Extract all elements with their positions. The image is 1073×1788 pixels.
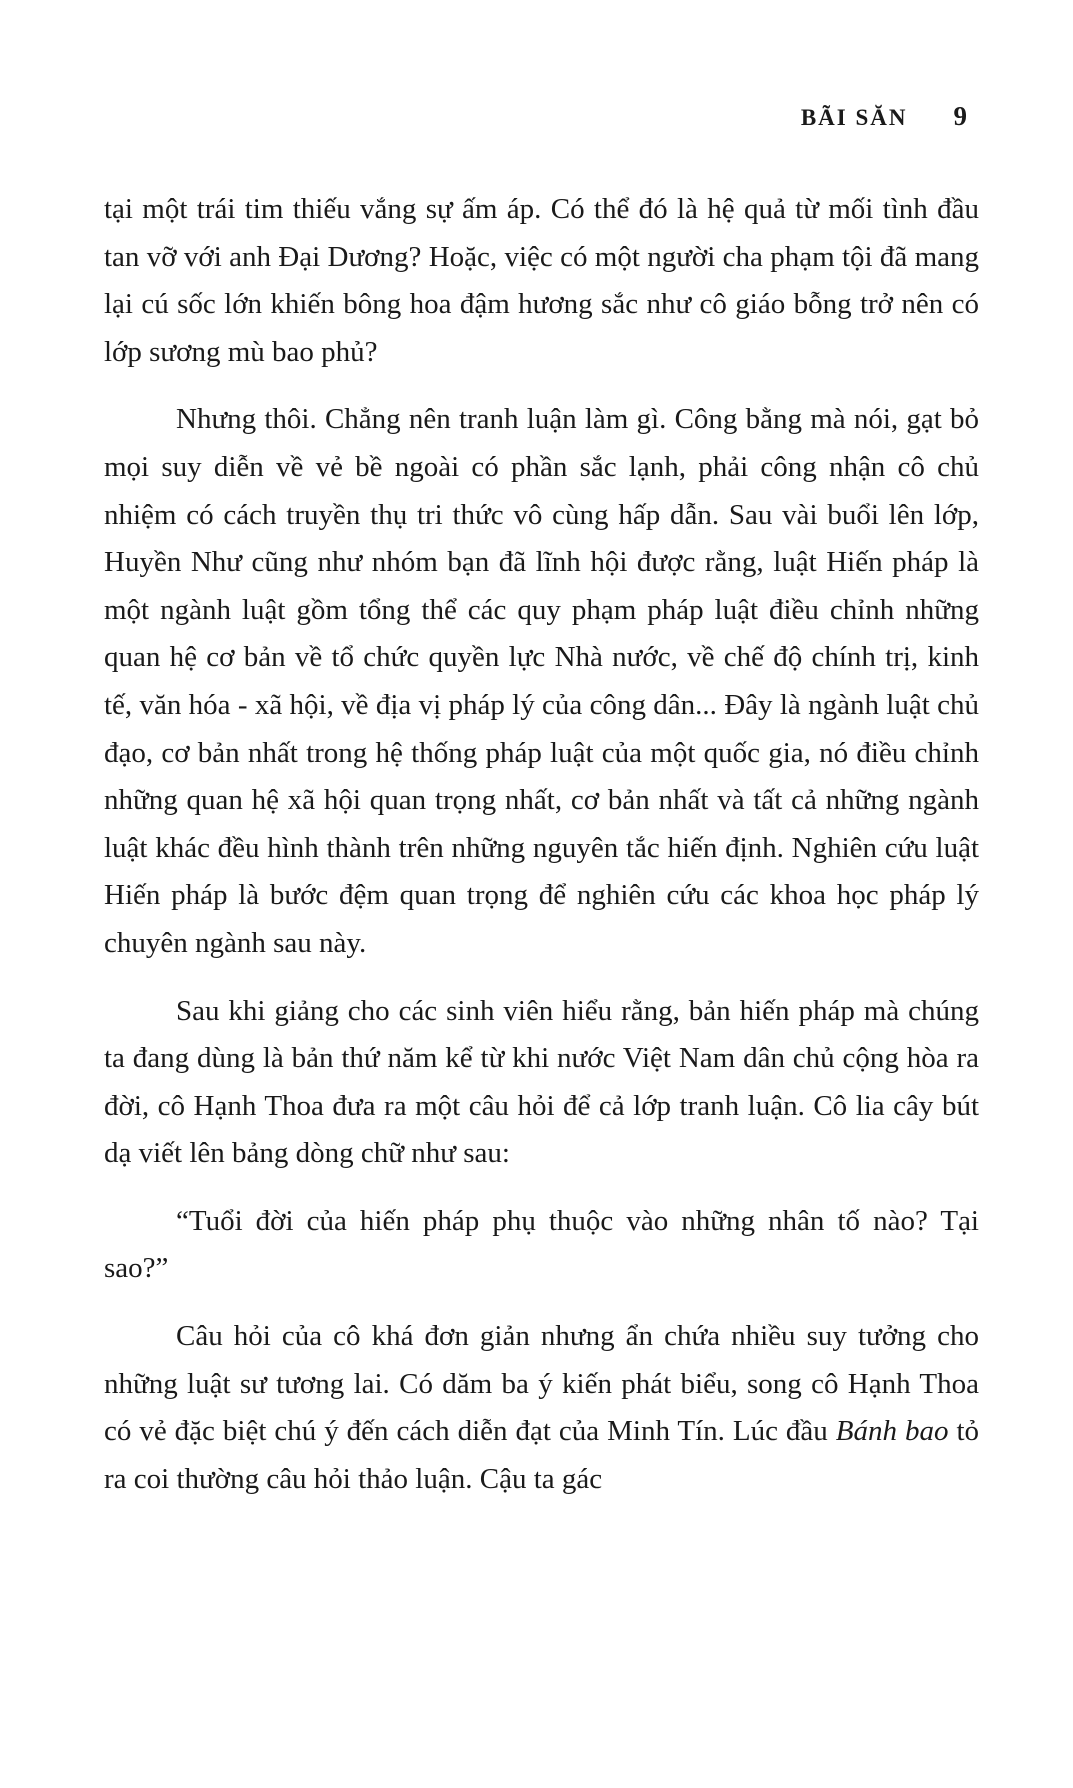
body-text [104,186,979,1503]
paragraph [104,396,979,967]
text-run: Sau khi giảng cho các sinh viên hiểu rằng, bản hiến pháp mà chúng ta đang dùng là bản thứ năm kể từ khi nước Việt Nam dân chủ cộng hòa ra đời, cô Hạnh Thoa đưa ra một câu hỏi để cả lớp tranh luận. Cô lia cây bút dạ viết lên bảng dòng chữ như sau: [104,994,979,1170]
text-run: “Tuổi đời của hiến pháp phụ thuộc vào những nhân tố nào? Tại sao?” [104,1204,979,1285]
running-title: BÃI SĂN [800,105,908,130]
running-header [801,101,967,132]
paragraph [104,186,979,376]
italic-text: Bánh bao [835,1415,949,1448]
paragraph [104,1313,979,1503]
text-run: tỏ ra coi thường câu hỏi thảo luận. Cậu ta gác [104,1415,979,1495]
text-run: Nhưng thôi. Chẳng nên tranh luận làm gì. Công bằng mà nói, gạt bỏ mọi suy diễn về vẻ bề ngoài có phần sắc lạnh, phải công nhận cô chủ nhiệm có cách truyền thụ tri thức vô cùng hấp dẫn. Sau vài buổi lên lớp, Huyền Như cũng như nhóm bạn đã lĩnh hội được rằng, luật Hiến pháp là một ngành luật gồm tổng thể các quy phạm pháp luật điều chỉnh những quan hệ cơ bản về tổ chức quyền lực Nhà nước, về chế độ chính trị, kinh tế, văn hóa - xã hội, về địa vị pháp lý của công dân... Đây là ngành luật chủ đạo, cơ bản nhất trong hệ thống pháp luật của một quốc gia, nó điều chỉnh những quan hệ xã hội quan trọng nhất, cơ bản nhất và tất cả những ngành luật khác đều hình thành trên những nguyên tắc hiến định. Nghiên cứu luật Hiến pháp là bước đệm quan trọng để nghiên cứu các khoa học pháp lý chuyên ngành sau này. [104,403,979,959]
text-run: tại một trái tim thiếu vắng sự ấm áp. Có thể đó là hệ quả từ mối tình đầu tan vỡ với anh Đại Dương? Hoặc, việc có một người cha phạm tội đã mang lại cú sốc lớn khiến bông hoa đậm hương sắc như cô giáo bỗng trở nên có lớp sương mù bao phủ? [104,193,979,368]
paragraph [104,988,979,1178]
page-number: 9 [953,101,967,131]
paragraph [104,1198,979,1293]
text-run: Câu hỏi của cô khá đơn giản nhưng ẩn chứa nhiều suy tưởng cho những luật sư tương lai. Có dăm ba ý kiến phát biểu, song cô Hạnh Thoa có vẻ đặc biệt chú ý đến cách diễn đạt của Minh Tín. Lúc đầu [104,1320,979,1448]
